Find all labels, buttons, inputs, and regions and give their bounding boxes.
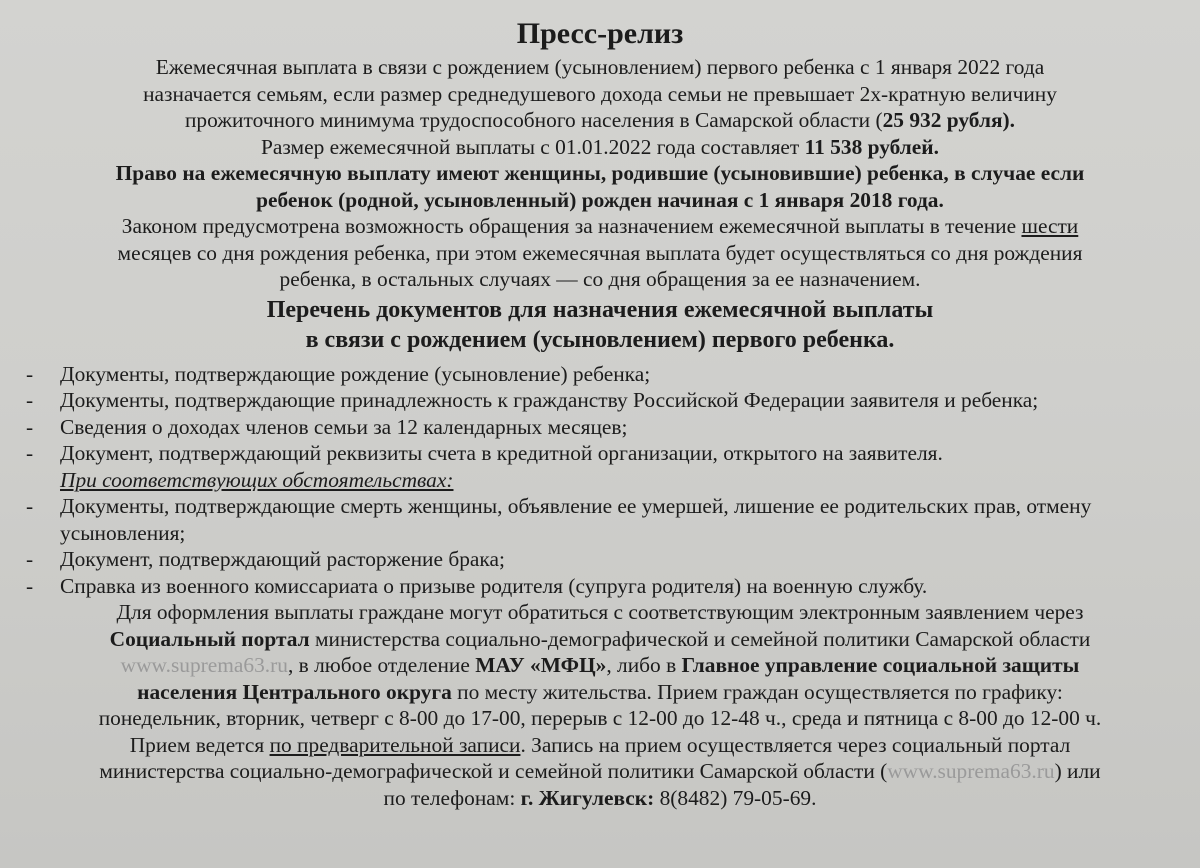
intro-line <box>18 107 1182 134</box>
dash-marker: - <box>26 361 34 386</box>
eligibility-line: ребенок (родной, усыновленный) рожден начиная с 1 января 2018 года. <box>256 187 944 212</box>
application-text: . Запись на прием осуществляется через социальный портал <box>520 732 1071 757</box>
application-text: Прием ведется <box>129 732 270 757</box>
portal-link[interactable]: www.suprema63.ru <box>120 653 288 677</box>
list-item-text: Документ, подтверждающий расторжение брака; <box>60 547 505 571</box>
list-item-text: Документ, подтверждающий реквизиты счета в кредитной организации, открытого на заявителя. <box>60 441 943 465</box>
list-item <box>18 546 1182 573</box>
intro-line: Ежемесячная выплата в связи с рождением (усыновлением) первого ребенка с 1 января 2022 года <box>155 55 1045 79</box>
application-line <box>18 626 1182 653</box>
law-line: месяцев со дня рождения ребенка, при этом ежемесячная выплата будет осуществляться со дня рождения <box>117 240 1083 265</box>
dash-marker: - <box>26 441 34 465</box>
application-text: , в любое отделение <box>287 653 476 677</box>
page-title: Пресс-релиз <box>516 17 684 50</box>
list-item-text: Сведения о доходах членов семьи за 12 календарных месяцев; <box>60 414 628 439</box>
dash-marker: - <box>26 547 34 571</box>
conditional-label <box>18 467 1182 494</box>
documents-list <box>18 361 1182 467</box>
schedule-line: понедельник, вторник, четверг с 8-00 до 17-00, перерыв с 12-00 до 12-48 ч., среда и пятница с 8-00 до 12-00 ч. <box>98 706 1102 730</box>
payment-amount: 11 538 рублей. <box>804 134 939 159</box>
conditional-documents-list <box>18 493 1182 599</box>
application-text: ) или <box>1054 759 1101 783</box>
list-item-text: Документы, подтверждающие принадлежность к гражданству Российской Федерации заявителя и ребенка; <box>60 388 1039 412</box>
list-item <box>18 387 1182 414</box>
income-threshold: 25 932 рубля). <box>882 108 1016 132</box>
list-item <box>18 361 1182 388</box>
list-item <box>18 573 1182 600</box>
portal-link[interactable]: www.suprema63.ru <box>887 759 1055 783</box>
list-item <box>18 414 1182 441</box>
documents-heading: Перечень документов для назначения ежемесячной выплаты <box>266 296 934 323</box>
contact-line <box>18 785 1182 812</box>
dash-marker: - <box>26 573 34 598</box>
list-item-text: Документы, подтверждающие смерть женщины, объявление ее умершей, лишение ее родительских прав, отмену усыновления; <box>60 494 1092 545</box>
application-line <box>18 652 1182 679</box>
mfc-name: МАУ «МФЦ» <box>475 653 607 677</box>
central-district-office: населения Центрального округа <box>137 679 452 704</box>
documents-heading: в связи с рождением (усыновлением) первого ребенка. <box>305 326 895 353</box>
application-line <box>18 732 1182 759</box>
city-name: г. Жигулевск: <box>520 785 655 810</box>
law-line <box>18 213 1182 240</box>
application-text: , либо в <box>606 653 682 677</box>
appointment-note: по предварительной записи <box>269 732 521 757</box>
application-line <box>18 679 1182 706</box>
intro-line <box>18 134 1182 161</box>
list-item <box>18 440 1182 467</box>
dash-marker: - <box>26 388 34 412</box>
social-portal-name: Социальный портал <box>109 626 310 651</box>
conditional-label-text: При соответствующих обстоятельствах: <box>60 467 454 492</box>
list-item <box>18 493 1182 546</box>
law-line: ребенка, в остальных случаях — со дня обращения за ее назначением. <box>279 267 921 291</box>
intro-line: назначается семьям, если размер среднедушевого дохода семьи не превышает 2х-кратную величину <box>143 81 1057 106</box>
intro-text: прожиточного минимума трудоспособного населения в Самарской области ( <box>184 108 883 132</box>
intro-text: Размер ежемесячной выплаты с 01.01.2022 года составляет <box>261 134 805 159</box>
social-protection-office: Главное управление социальной защиты <box>681 653 1080 677</box>
application-text: по телефонам: <box>383 785 521 810</box>
phone-number: 8(8482) 79-05-69. <box>654 785 817 810</box>
application-text: по месту жительства. Прием граждан осуществляется по графику: <box>451 679 1063 704</box>
six-months-term: шести <box>1021 214 1079 238</box>
application-text: министерства социально-демографической и семейной политики Самарской области <box>309 626 1091 651</box>
law-text: Законом предусмотрена возможность обращения за назначением ежемесячной выплаты в течение <box>121 214 1022 238</box>
eligibility-line: Право на ежемесячную выплату имеют женщины, родившие (усыновившие) ребенка, в случае если <box>115 161 1085 185</box>
dash-marker: - <box>26 494 34 518</box>
dash-marker: - <box>26 414 34 439</box>
application-text: министерства социально-демографической и семейной политики Самарской области ( <box>99 759 888 783</box>
application-line <box>18 758 1182 785</box>
application-line: Для оформления выплаты граждане могут обратиться с соответствующим электронным заявлением через <box>116 600 1084 624</box>
list-item-text: Документы, подтверждающие рождение (усыновление) ребенка; <box>60 361 651 386</box>
list-item-text: Справка из военного комиссариата о призыве родителя (супруга родителя) на военную службу. <box>60 573 928 598</box>
